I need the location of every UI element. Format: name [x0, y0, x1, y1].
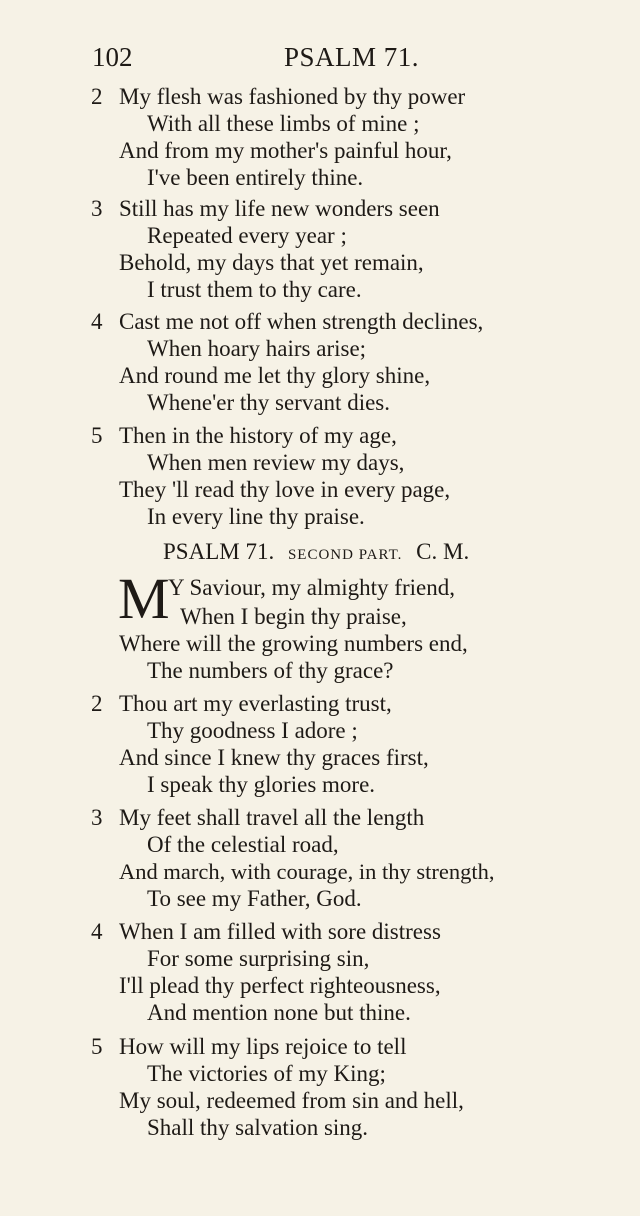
verse-line: I speak thy glories more.: [147, 772, 376, 797]
verse-line: And march, with courage, in thy strength,: [119, 859, 495, 884]
verse-line: Shall thy salvation sing.: [147, 1115, 369, 1140]
verse-line: When hoary hairs arise;: [147, 336, 367, 361]
verse-line: Where will the growing numbers end,: [119, 631, 468, 656]
stanza-number: 5: [91, 1034, 103, 1059]
verse-line: Then in the history of my age,: [119, 423, 397, 448]
stanza-number: 3: [91, 196, 103, 221]
running-title: PSALM 71.: [284, 42, 420, 72]
verse-line: For some surprising sin,: [147, 946, 370, 971]
stanza-number: 2: [91, 84, 103, 109]
verse-line: How will my lips rejoice to tell: [119, 1034, 407, 1059]
verse-line: When men review my days,: [147, 450, 405, 475]
verse-line: When I begin thy praise,: [180, 604, 407, 629]
verse-line: The victories of my King;: [147, 1061, 386, 1086]
verse-line: I've been entirely thine.: [147, 165, 364, 190]
verse-line: My soul, redeemed from sin and hell,: [119, 1088, 464, 1113]
verse-line: I'll plead thy perfect righteousness,: [119, 973, 441, 998]
verse-line: And from my mother's painful hour,: [119, 138, 452, 163]
stanza-number: 3: [91, 805, 103, 830]
verse-line: My feet shall travel all the length: [119, 805, 425, 830]
verse-line: Thy goodness I adore ;: [147, 718, 358, 743]
page-number: 102: [92, 42, 133, 72]
verse-line: Cast me not off when strength declines,: [119, 309, 484, 334]
verse-line: With all these limbs of mine ;: [147, 111, 420, 136]
verse-line: When I am filled with sore distress: [119, 919, 441, 944]
verse-line: And mention none but thine.: [147, 1000, 411, 1025]
verse-line: They 'll read thy love in every page,: [119, 477, 451, 502]
verse-line: In every line thy praise.: [147, 504, 365, 529]
verse-line: Whene'er thy servant dies.: [147, 390, 390, 415]
stanza-number: 4: [91, 919, 103, 944]
stanza-number: 5: [91, 423, 103, 448]
stanza-number: 2: [91, 691, 103, 716]
verse-line: Repeated every year ;: [147, 223, 347, 248]
verse-line: To see my Father, God.: [147, 886, 362, 911]
section-psalm: PSALM 71.: [163, 539, 275, 564]
verse-line: Y Saviour, my almighty friend,: [168, 575, 455, 600]
section-heading: [163, 539, 469, 565]
verse-line: My flesh was fashioned by thy power: [119, 84, 466, 109]
verse-line: And since I knew thy graces first,: [119, 745, 429, 770]
verse-line: Still has my life new wonders seen: [119, 196, 440, 221]
page-header: [92, 42, 432, 76]
section-meter: C. M.: [416, 539, 470, 564]
verse-line: Thou art my everlasting trust,: [119, 691, 392, 716]
verse-line: And round me let thy glory shine,: [119, 363, 431, 388]
verse-line: Of the celestial road,: [147, 832, 339, 857]
verse-line: The numbers of thy grace?: [147, 658, 394, 683]
stanza-number: 4: [91, 309, 103, 334]
drop-cap: M: [118, 566, 170, 631]
verse-line: Behold, my days that yet remain,: [119, 250, 424, 275]
section-part: SECOND PART.: [287, 547, 403, 563]
verse-line: I trust them to thy care.: [147, 277, 362, 302]
